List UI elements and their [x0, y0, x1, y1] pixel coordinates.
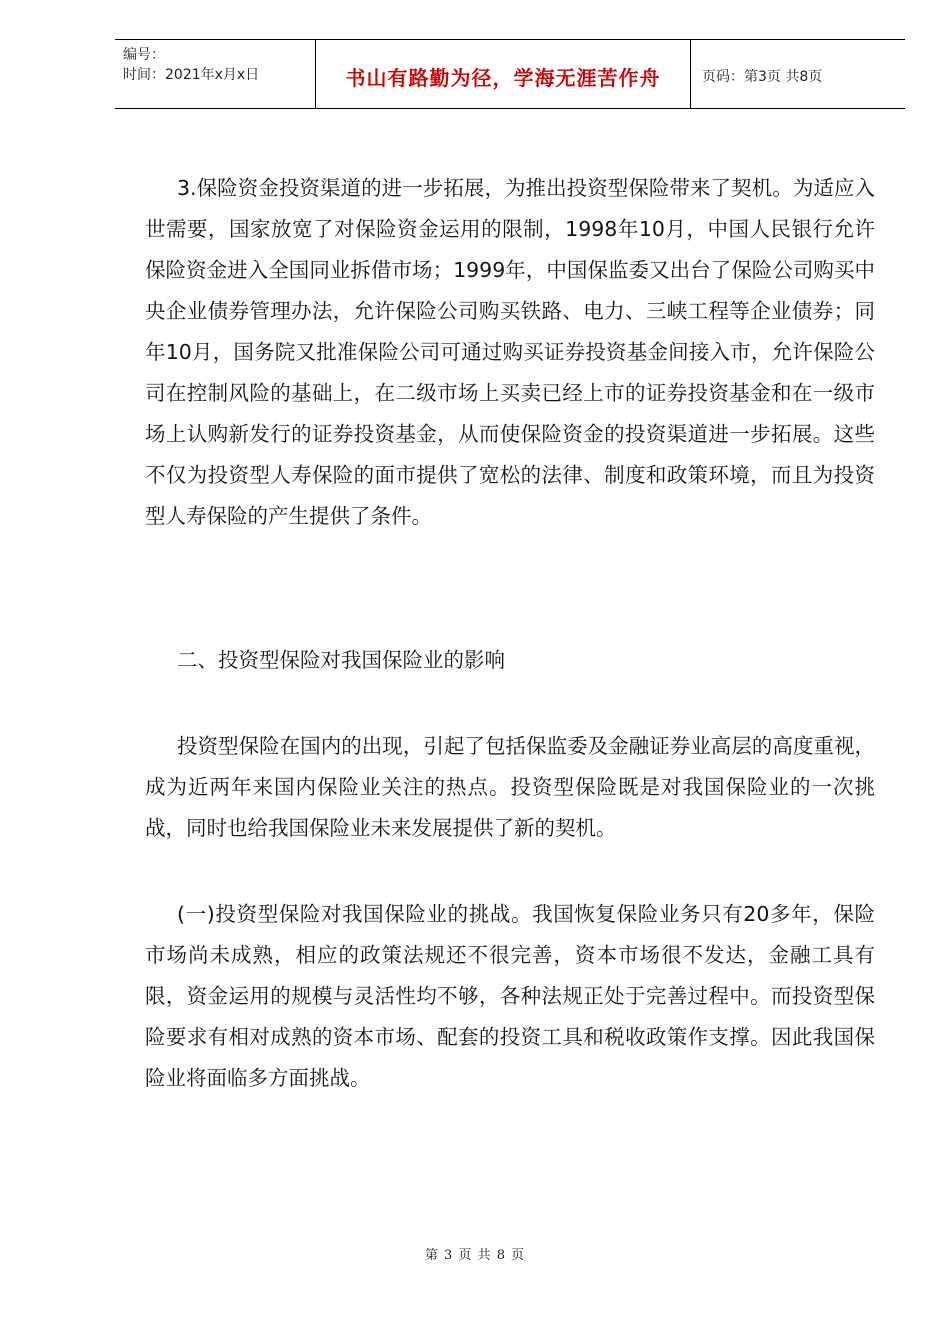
header-page-cell — [690, 40, 905, 108]
header-meta-cell — [115, 40, 315, 108]
page-footer: 第 3 页 共 8 页 — [424, 1248, 526, 1263]
section-heading: 二、投资型保险对我国保险业的影响 — [177, 648, 505, 672]
paragraph-challenges: (一)投资型保险对我国保险业的挑战。我国恢复保险业务只有20多年，保险市场尚未成熟，相应的政策法规还不很完善，资本市场很不发达，金融工具有限，资金运用的规模与灵活性均不够，各种法规正处于完善过程中。而投资型保险要求有相对成熟的资本市场、配套的投资工具和税收政策作支撑。因此我国保险业将面临多方面挑战。 — [145, 902, 875, 1090]
date-label: 时间：2021年x月x日 — [123, 67, 260, 83]
paragraph-challenges-block — [145, 894, 875, 1099]
header-page-info: 页码：第3页 共8页 — [702, 69, 823, 85]
page-header — [115, 39, 905, 109]
header-motto-cell — [315, 40, 691, 108]
paragraph-investment-channels: 3.保险资金投资渠道的进一步拓展，为推出投资型保险带来了契机。为适应入世需要，国家放宽了对保险资金运用的限制，1998年10月，中国人民银行允许保险资金进入全国同业拆借市场；1999年，中国保监委又出台了保险公司购买中央企业债券管理办法，允许保险公司购买铁路、电力、三峡工程等企业债券；同年10月，国务院又批准保险公司可通过购买证券投资基金间接入市，允许保险公司在控制风险的基础上，在二级市场上买卖已经上市的证券投资基金和在一级市场上认购新发行的证券投资基金，从而使保险资金的投资渠道进一步拓展。这些不仅为投资型人寿保险的面市提供了宽松的法律、制度和政策环境，而且为投资型人寿保险的产生提供了条件。 — [145, 176, 875, 528]
section-heading-block — [145, 640, 875, 681]
paragraph-impact-intro-block — [145, 726, 875, 849]
header-motto: 书山有路勤为径，学海无涯苦作舟 — [345, 66, 661, 90]
serial-number-label: 编号： — [123, 47, 165, 63]
paragraph-impact-intro: 投资型保险在国内的出现，引起了包括保监委及金融证券业高层的高度重视，成为近两年来国内保险业关注的热点。投资型保险既是对我国保险业的一次挑战，同时也给我国保险业未来发展提供了新的契机。 — [145, 734, 875, 840]
paragraph-investment-channels-block — [145, 168, 875, 537]
